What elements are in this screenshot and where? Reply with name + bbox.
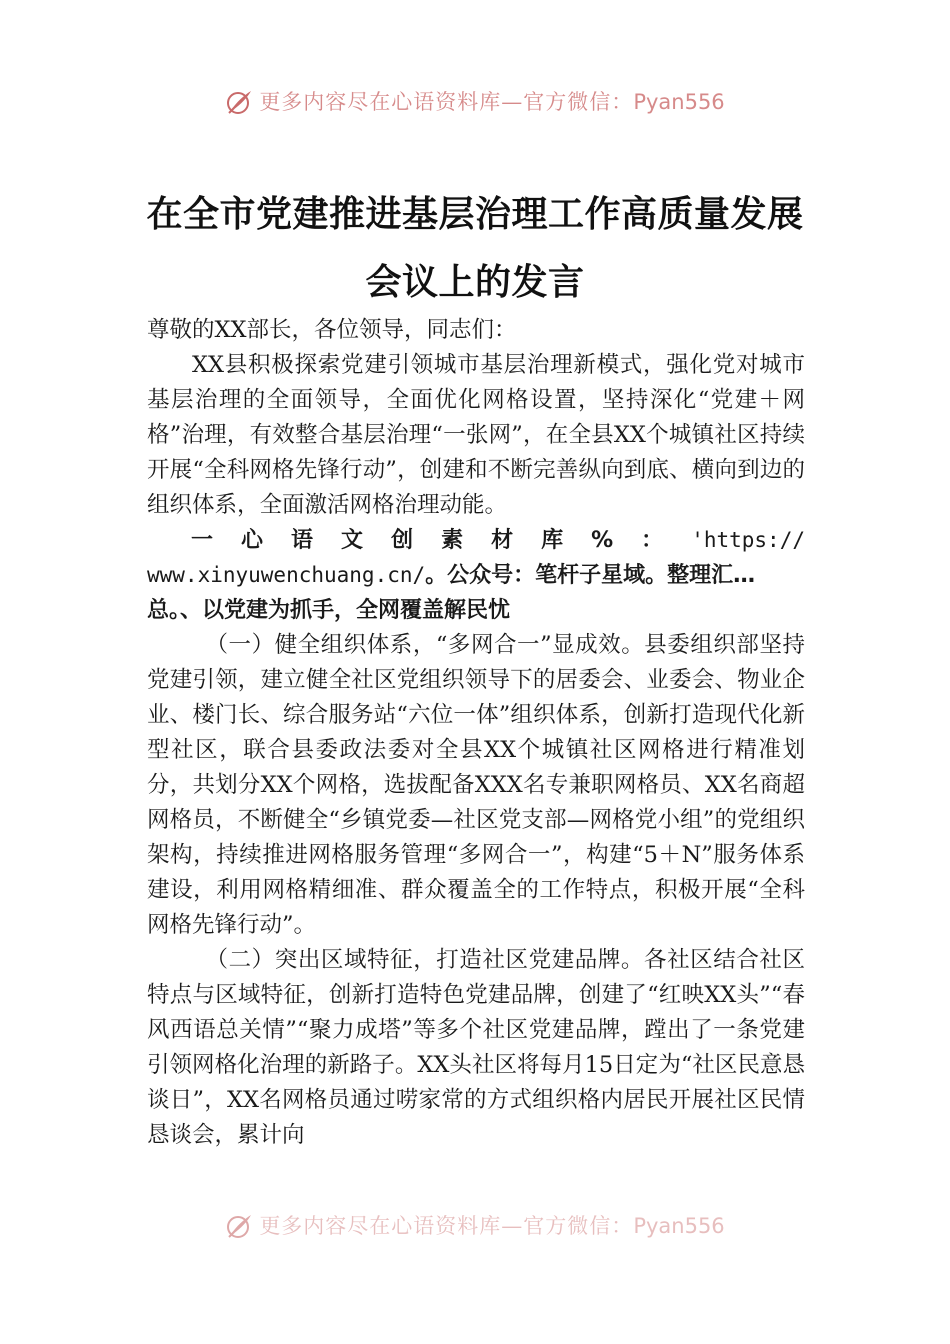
ad-char: 心 — [241, 528, 264, 553]
ad-char: 语 — [291, 528, 314, 553]
ad-char: 文 — [341, 528, 364, 553]
document-title-line-1: 在全市党建推进基层治理工作高质量发展 — [146, 193, 804, 235]
watermark-account: Pyan556 — [633, 1214, 725, 1238]
watermark-footer — [0, 1210, 950, 1240]
ad-char: 素 — [441, 528, 464, 553]
ad-url: www.xinyuwenchuang.cn/ — [147, 563, 426, 587]
paragraph-1: （一）健全组织体系，“多网合一”显成效。县委组织部坚持党建引领，建立健全社区党组织领导下的居委会、业委会、物业企业、楼门长、综合服务站“六位一体”组织体系，创新打造现代化新型社区，联合县委政法委对全县XX个城镇社区网格进行精准划分，共划分XX个网格，选拔配备XXX名专兼职网格员、XX名商超网格员，不断健全“乡镇党委—社区党支部—网格党小组”的党组织架构，持续推进网格服务管理“多网合一”，构建“5＋N”服务体系建设，利用网格精细准、群众覆盖全的工作特点，积极开展“全科网格先锋行动”。 — [147, 632, 805, 938]
ad-spread-line — [147, 523, 805, 558]
document-title-line-2: 会议上的发言 — [365, 261, 585, 303]
ad-char: 库 — [541, 528, 564, 553]
ad-char: ： — [641, 528, 664, 553]
salutation: 尊敬的XX部长，各位领导，同志们： — [147, 317, 517, 343]
watermark-account: Pyan556 — [633, 90, 725, 114]
ad-url-start: 'https:// — [691, 528, 805, 552]
paragraph-2: （二）突出区域特征，打造社区党建品牌。各社区结合社区特点与区域特征，创新打造特色党建品牌，创建了“红映XX头”“春风西语总关情”“聚力成塔”等多个社区党建品牌，蹚出了一条党建引领网格化治理的新路子。XX头社区将每月15日定为“社区民意恳谈日”，XX名网格员通过唠家常的方式组织格内居民开展社区民情恳谈会，累计向 — [147, 947, 805, 1148]
quill-logo-icon — [225, 1212, 253, 1240]
section-heading-1: 总。、以党建为抓手，全网覆盖解民忧 — [147, 598, 511, 623]
intro-paragraph: XX县积极探索党建引领城市基层治理新模式，强化党对城市基层治理的全面领导，全面优化网格设置，坚持深化“党建＋网格”治理，有效整合基层治理“一张网”，在全县XX个城镇社区持续开展“全科网格先锋行动”，创建和不断完善纵向到底、横向到边的组织体系，全面激活网格治理动能。 — [147, 352, 805, 518]
watermark-text: 更多内容尽在心语资料库—官方微信： — [259, 90, 634, 114]
watermark-header — [0, 86, 950, 116]
ad-tail: 。公众号：笔杆子星域。整理汇… — [425, 563, 756, 588]
ad-char: 一 — [191, 528, 214, 553]
ad-char: % — [591, 528, 614, 553]
ad-char: 材 — [491, 528, 514, 553]
quill-logo-icon — [225, 88, 253, 116]
ad-char: 创 — [391, 528, 414, 553]
document-body — [147, 313, 805, 1153]
watermark-text: 更多内容尽在心语资料库—官方微信： — [259, 1214, 634, 1238]
ad-url-line — [147, 558, 805, 593]
